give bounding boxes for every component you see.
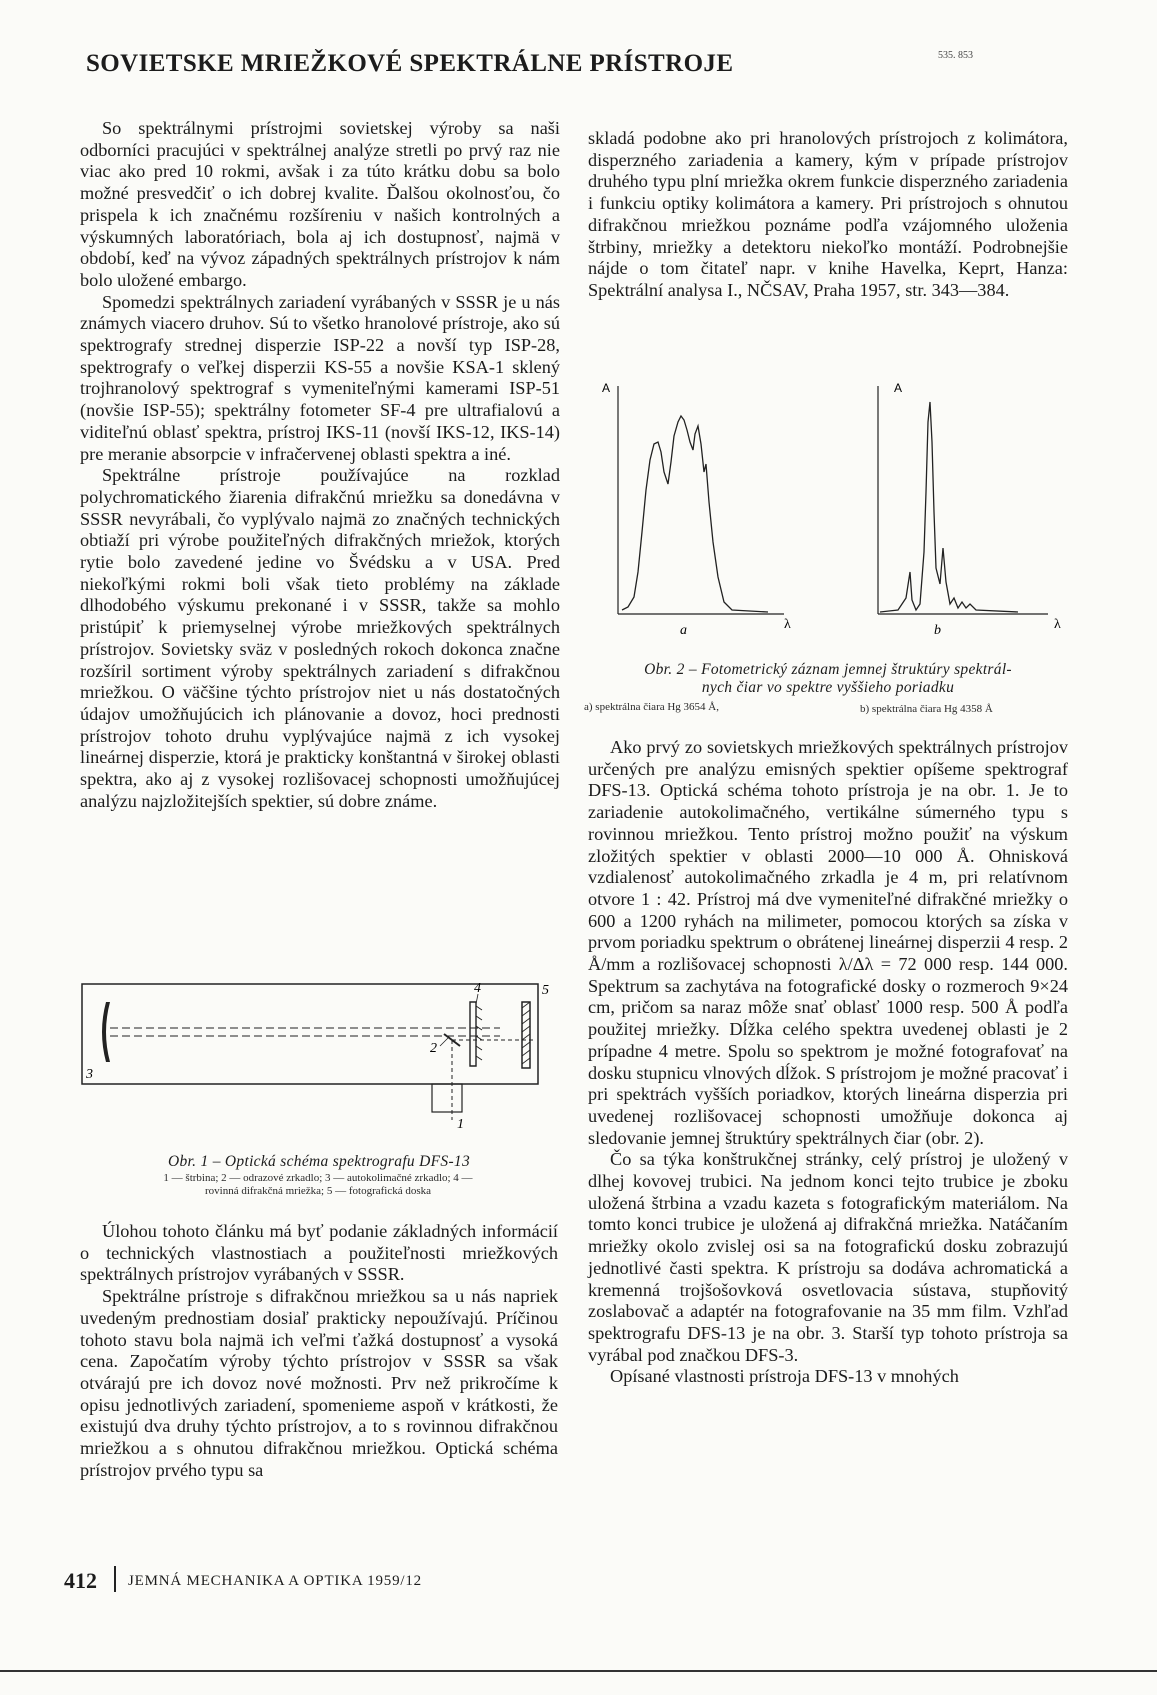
label-3: 3 bbox=[86, 1067, 93, 1082]
page-title: SOVIETSKE MRIEŽKOVÉ SPEKTRÁLNE PRÍSTROJE bbox=[86, 50, 734, 77]
left-column-top bbox=[80, 118, 560, 813]
footer-separator bbox=[114, 1566, 116, 1592]
right-column-bottom bbox=[588, 737, 1068, 1388]
paragraph: Opísané vlastnosti prístroja DFS-13 v mnohých bbox=[610, 1366, 959, 1387]
page-number: 412 bbox=[64, 1568, 97, 1593]
trace-a bbox=[622, 416, 768, 612]
slit-housing bbox=[432, 1084, 462, 1112]
axis-label-y-a: A bbox=[602, 381, 611, 395]
right-column-top bbox=[588, 128, 1068, 302]
diffraction-grating bbox=[470, 1002, 476, 1066]
paragraph: Čo sa týka konštrukčnej stránky, celý prístroj je uložený v dlhej kovovej trubici. Na jednom konci tejto trubice je zboku uložená štrbina a vzadu kazeta s fotografickým materiálom. Na tomto konci trubice je uložená aj difrakčná mriežka. Natáčaním mriežky okolo zvislej osi sa na fotografickú dosku zobrazujú jednotlivé časti spektra. K prístroju sa dodáva achromatická a kremenná trojšošovková osvetlovacia sústava, stupňovitý zoslabovač a adaptér na fotografovanie na 35 mm film. Vzhľad spektrografu DFS-13 je na obr. 3. Starší typ tohoto prístroja sa vyrábal pod značkou DFS-3. bbox=[588, 1149, 1068, 1365]
label-4: 4 bbox=[474, 981, 481, 996]
page-edge-rule bbox=[0, 1670, 1157, 1672]
optical-scheme-diagram bbox=[80, 980, 558, 1130]
paragraph: Ako prvý zo sovietskych mriežkových spektrálnych prístrojov určených pre analýzu emisných spektier opíšeme spektrograf DFS-13. Optická schéma tohoto prístroja je na obr. 1. Je to zariadenie autokolimačného, vertikálne súmerného typu s rovinnou mriežkou. Tento prístroj možno použiť na výskum zložitých spektier v oblasti 2000—10 000 Å. Ohnisková vzdialenosť autokolimačného zrkadla je 4 m, pri relatívnom otvore 1 : 42. Prístroj má dve vymeniteľné difrakčné mriežky o 600 a 1200 ryhách na milimeter, pomocou ktorých sa získa v prvom poriadku spektrum o obrátenej lineárnej disperzii 4 resp. 2 Å/mm a rozlišovacej schopnosti λ/Δλ = 72 000 resp. 144 000. Spektrum sa zachytáva na fotografické dosky o rozmeroch 9×24 cm, pričom sa naraz môže snať oblasť 1000 resp. 500 Å podľa použitej mriežky. Dĺžka celého spektra uvedenej oblasti je 2 prípadne 4 metre. Spolu so spektrom je možné fotografovať na dosku stupnicu vlnových dĺžok. S prístrojom je možné pracovať i pri spektrách vyšších poriadkov, ktorých lineárna disperzia pri uvedenej rozlišovacej schopnosti umožňuje dokonca aj sledovanie jemnej štruktúry spektrálnych čiar (obr. 2). bbox=[588, 737, 1068, 1148]
figure-1-caption: Obr. 1 – Optická schéma spektrografu DFS-13 bbox=[167, 1153, 471, 1170]
paragraph: skladá podobne ako pri hranolových prístrojoch z kolimátora, disperzného zariadenia a kamery, kým v prípade prístrojov druhého typu plní mriežka okrem funkcie disperzného zariadenia i funkciu optiky kolimátora a kamery. Pri prístrojoch s ohnutou difrakčnou mriežkou poznáme podľa vzájomného uloženia štrbiny, mriežky a detektoru niekoľko montáží. Podrobnejšie nájde o tom čitateľ napr. v knihe Havelka, Keprt, Hanza: Spektrální analysa I., NČSAV, Praha 1957, str. 343—384. bbox=[588, 128, 1068, 300]
axis-label-x-a: λ bbox=[784, 617, 791, 632]
paragraph: So spektrálnymi prístrojmi sovietskej výroby sa naši odborníci pracujúci v spektrálnej analýze stretli po prvý raz nie viac ako pred 10 rokmi, avšak i za túto krátku dobu sa bolo možné presvedčiť o ich dobrej kvalite. Ďalšou okolnosťou, čo prispela k ich značnému rozšíreniu v našich kontrolných a výskumných laboratóriach, bola aj ich dostupnosť, najmä v období, keď na vývoz západných spektrálnych prístrojov k nám bolo uložené embargo. bbox=[80, 118, 560, 290]
figure-2 bbox=[598, 372, 1068, 642]
axis-label-y-b: A bbox=[894, 381, 903, 395]
figure-1 bbox=[80, 980, 558, 1150]
panel-label-b: b bbox=[934, 623, 941, 638]
label-leader-2 bbox=[440, 1038, 448, 1046]
grating-ruling bbox=[476, 1006, 482, 1060]
plate-hatching bbox=[522, 1002, 530, 1064]
paragraph: Spektrálne prístroje používajúce na rozklad polychromatického žiarenia difrakčnú mriežku sa donedávna v SSSR nevyrábali, čo vyplývalo najmä zo značných technických obtiaží pri výrobe použiteľných difrakčných mriežok, ktorých rytie bolo zavedené jedine vo Švédsku a v USA. Pred niekoľkými rokmi boli však tieto problémy na základe dlhodobého výskumu prekonané i v SSSR, takže sa mohlo pristúpiť k priemyselnej výrobe mriežkových spektrálnych prístrojov. Sovietsky sväz v posledných rokoch dokonca značne rozšíril sortiment výroby spektrálnych zariadení s difrakčnou mriežkou. O väčšine týchto prístrojov niet u nás dostatočných údajov umožňujúcich ich plánovanie a dovoz, hoci prednosti prístrojov tohoto druhu vyplývajúce najmä z ich vysokej lineárnej disperzie, ktorá je prakticky konštantná v širokej oblasti spektra, ako aj z vysokej rozlišovacej schopnosti umožňujúcej analýzu najzložitejších spektier, sú dobre známe. bbox=[80, 465, 560, 811]
axis-label-x-b: λ bbox=[1054, 617, 1061, 632]
figure-2-sublabel-b: b) spektrálna čiara Hg 4358 Å bbox=[860, 703, 993, 715]
label-2: 2 bbox=[430, 1041, 437, 1056]
left-column-bottom bbox=[80, 1221, 558, 1481]
journal-name: JEMNÁ MECHANIKA A OPTIKA 1959/12 bbox=[128, 1573, 422, 1589]
trace-b bbox=[880, 402, 1018, 612]
paragraph: Spektrálne prístroje s difrakčnou mriežkou sa u nás napriek uvedeným prednostiam dosiaľ prakticky nepoužívajú. Príčinou tohoto stavu bola najmä ich veľmi ťažká dostupnosť a vysoká cena. Započatím výroby týchto prístrojov v SSSR sa však otvárajú pre ich dovoz nové možnosti. Prv než prikročíme k opisu jednotlivých zariadení, spomenieme aspoň v krátkosti, že existujú dva druhy týchto prístrojov, a to s rovinnou difrakčnou mriežkou a s ohnutou difrakčnou mriežkou. Optická schéma prístrojov prvého typu sa bbox=[80, 1286, 558, 1480]
photometric-traces bbox=[598, 372, 1068, 642]
label-1: 1 bbox=[457, 1117, 464, 1130]
figure-2-caption-line2: nych čiar vo spektre vyššieho poriadku bbox=[701, 679, 955, 696]
autocollimation-mirror bbox=[102, 1002, 110, 1062]
figure-2-sublabel-a: a) spektrálna čiara Hg 3654 Å, bbox=[584, 701, 720, 713]
label-5: 5 bbox=[542, 983, 549, 998]
figure-2-caption-line1: Obr. 2 – Fotometrický záznam jemnej štruktúry spektrál- bbox=[644, 661, 1012, 678]
panel-label-a: a bbox=[680, 623, 687, 638]
udc-code: 535. 853 bbox=[938, 50, 973, 61]
paragraph: Úlohou tohoto článku má byť podanie základných informácií o technických vlastnostiach a použiteľnosti mriežkových spektrálnych prístrojov vyrábaných v SSSR. bbox=[80, 1221, 558, 1285]
figure-1-legend-line1: 1 — štrbina; 2 — odrazové zrkadlo; 3 — autokolimačné zrkadlo; 4 — bbox=[163, 1172, 473, 1184]
paragraph: Spomedzi spektrálnych zariadení vyrábaných v SSSR je u nás známych viacero druhov. Sú to všetko hranolové prístroje, ako sú spektrografy strednej disperzie ISP-22 a novší typ ISP-28, spektrografy o veľkej disperzii KS-55 a novšie KSA-1 sklený trojhranolový spektrograf s vymeniteľnými kamerami ISP-51 (novšie ISP-55); spektrálny fotometer SF-4 pre ultrafialovú a viditeľnú oblasť spektra, prístroj IKS-11 (novší IKS-12, IKS-14) pre meranie absorpcie v infračervenej oblasti spektra a iné. bbox=[80, 291, 560, 464]
figure-1-legend-line2: rovinná difrakčná mriežka; 5 — fotografická doska bbox=[204, 1185, 432, 1197]
